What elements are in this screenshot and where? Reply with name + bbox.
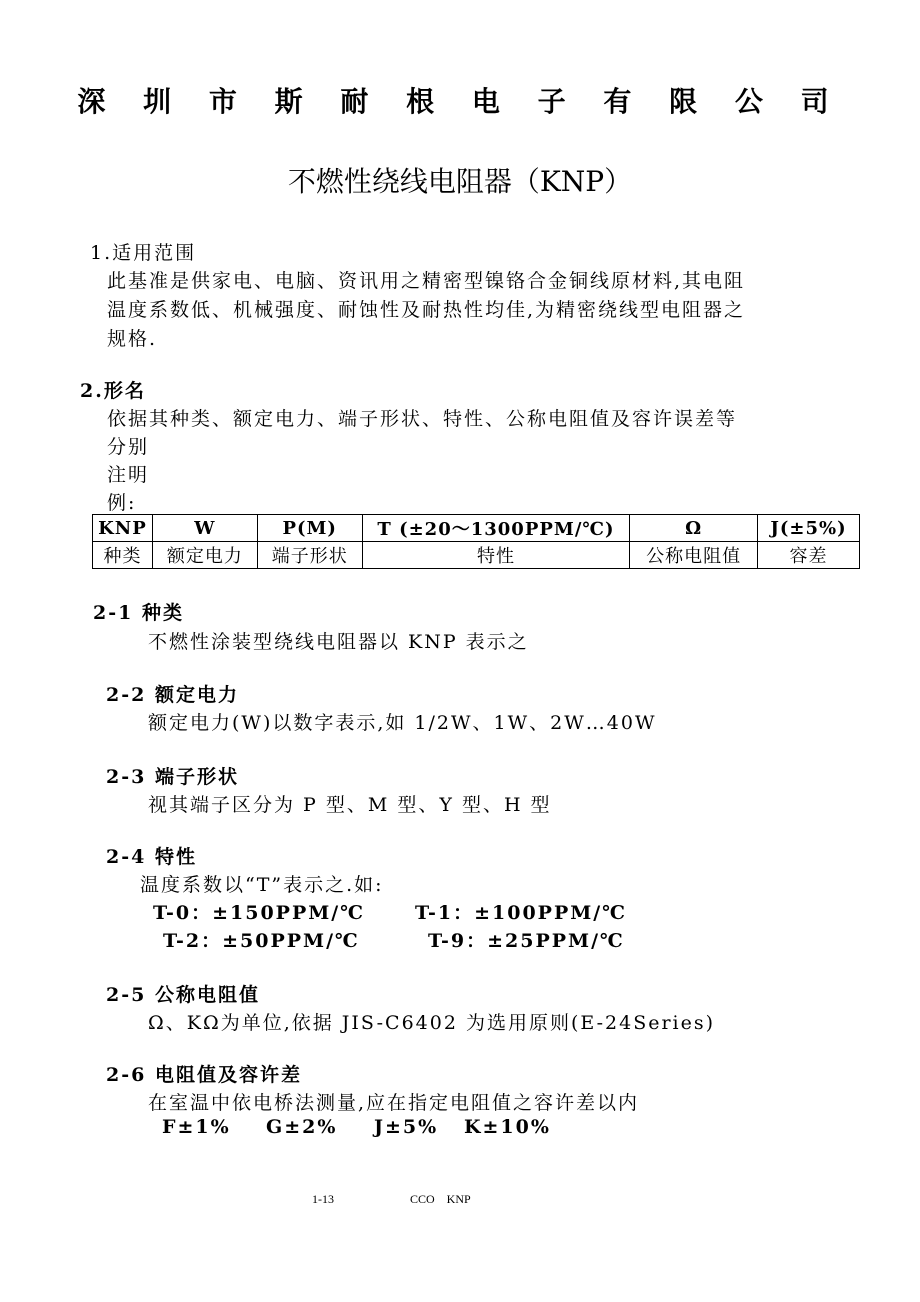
tcr-t0: T-0：±150PPM/℃: [153, 902, 365, 924]
table-cell: 特性: [362, 542, 630, 569]
tolerance-f: F±1%: [162, 1116, 231, 1138]
section-2-1-text: 不燃性涂装型绕线电阻器以 KNP 表示之: [148, 631, 529, 653]
section-2-line-1: 依据其种类、额定电力、端子形状、特性、公称电阻值及容许误差等: [107, 408, 738, 430]
table-cell: Ω: [630, 515, 758, 542]
section-2-3-text: 视其端子区分为 P 型、M 型、Y 型、H 型: [148, 794, 552, 816]
table-cell: T (±20～1300PPM/℃): [362, 515, 630, 542]
table-row-codes: [93, 515, 860, 542]
tolerance-g: G±2%: [266, 1116, 338, 1138]
section-2-2-text: 额定电力(W)以数字表示,如 1/2W、1W、2W…40W: [148, 712, 657, 734]
section-2-5-heading: 2-5 公称电阻值: [106, 984, 260, 1006]
section-2-3-heading: 2-3 端子形状: [106, 766, 239, 788]
designation-table: [92, 514, 860, 569]
table-cell: KNP: [93, 515, 153, 542]
section-2-1-heading: 2-1 种类: [93, 602, 184, 624]
tolerance-k: K±10%: [464, 1116, 551, 1138]
section-2-6-text: 在室温中依电桥法测量,应在指定电阻值之容许差以内: [148, 1092, 640, 1114]
section-2-5-text: Ω、KΩ为单位,依据 JIS-C6402 为选用原则(E-24Series): [148, 1012, 716, 1034]
table-cell: 容差: [758, 542, 860, 569]
section-2-4-heading: 2-4 特性: [106, 846, 197, 868]
section-2-heading: 2.形名: [80, 380, 146, 402]
section-1-line-2: 温度系数低、机械强度、耐蚀性及耐热性均佳,为精密绕线型电阻器之: [107, 299, 746, 321]
table-cell: P(M): [257, 515, 362, 542]
section-1-line-3: 规格.: [107, 328, 158, 350]
footer-page-number: 1-13: [312, 1192, 334, 1206]
tolerance-j: J±5%: [374, 1116, 439, 1138]
tcr-t9: T-9：±25PPM/℃: [428, 930, 625, 952]
company-name: 深 圳 市 斯 耐 根 电 子 有 限 公 司: [77, 85, 843, 118]
table-cell: J(±5%): [758, 515, 860, 542]
section-1-line-1: 此基准是供家电、电脑、资讯用之精密型镍铬合金铜线原材料,其电阻: [107, 270, 746, 292]
section-2-line-2: 分别: [107, 436, 150, 458]
tcr-t1: T-1：±100PPM/℃: [415, 902, 627, 924]
tcr-t2: T-2：±50PPM/℃: [163, 930, 360, 952]
table-cell: 种类: [93, 542, 153, 569]
table-cell: 端子形状: [257, 542, 362, 569]
section-2-6-heading: 2-6 电阻值及容许差: [106, 1064, 302, 1086]
section-1-heading: 1.适用范围: [90, 242, 197, 264]
section-2-2-heading: 2-2 额定电力: [106, 684, 239, 706]
table-cell: 公称电阻值: [630, 542, 758, 569]
section-2-4-text: 温度系数以“T”表示之.如:: [140, 874, 384, 896]
section-2-line-4: 例:: [107, 492, 137, 514]
table-cell: W: [152, 515, 257, 542]
footer-doc-code: CCO KNP: [410, 1192, 471, 1206]
document-title: 不燃性绕线电阻器（KNP）: [287, 165, 633, 198]
table-cell: 额定电力: [152, 542, 257, 569]
table-row-labels: [93, 542, 860, 569]
section-2-line-3: 注明: [107, 464, 150, 486]
